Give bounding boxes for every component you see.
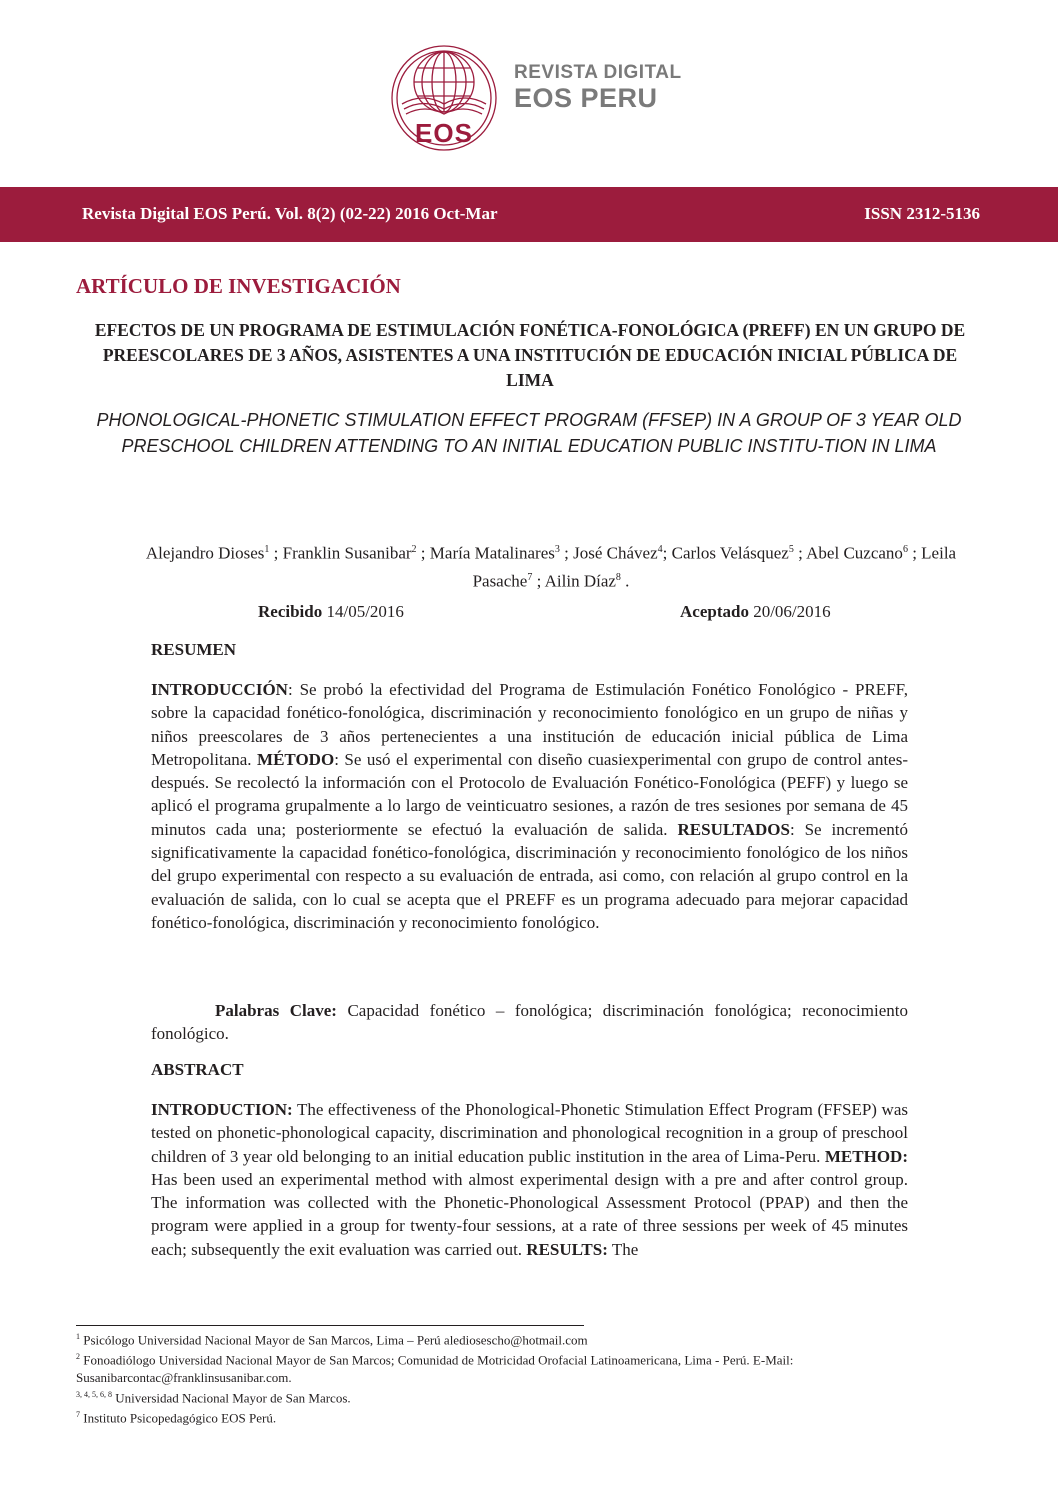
author-name: José Chávez [573,543,658,563]
title-english: PHONOLOGICAL-PHONETIC STIMULATION EFFECT PROGRAM (FFSEP) IN A GROUP OF 3 YEAR OLD PRESCHOOL CHILDREN ATTENDING TO AN INITIAL EDUCATION PUBLIC INSTITU-TION IN LIMA [96,410,962,456]
received-label: Recibido [258,602,323,621]
author-affiliation-mark: 3 [554,544,560,555]
results-text: : Se incrementó significativamente la capacidad fonético-fonológica, discriminación y reconocimiento fonológico de los niños del grupo experimental con respecto a su evaluación de entrada, asi como, con relación al grupo control en la evaluación de salida, con lo cual se acepta que el PREFF es un programa adecuado para mejorar capacidad fonético-fonológica, discriminación y reconocimiento fonológico. [151,819,908,932]
author-name: Franklin Susanibar [282,543,412,563]
abstract-method-text: Has been used an experimental method with almost experimental design with a pre and after control group. The information was collected with the Phonetic-Phonological Assessment Protocol (PPAP) and then the program were applied in a group for twenty-four sessions, at a rate of three sessions per week of 45 minutes each; subsequently the exit evaluation was carried out. [151,1169,908,1259]
abstract-intro-label: INTRODUCTION: [151,1100,293,1119]
accepted-date [680,602,831,622]
article-type-label: ARTÍCULO DE INVESTIGACIÓN [76,274,401,298]
author-name: Alejandro Dioses [145,543,265,563]
abstract-method-label: METHOD: [824,1146,908,1166]
footnote-item [76,1348,982,1385]
footnote-separator [76,1325,584,1326]
footnote-mark: 3, 4, 5, 6, 8 [76,1389,112,1399]
footnote-item [76,1406,982,1426]
author-affiliation-mark: 1 [264,544,270,555]
abstract-heading: ABSTRACT [151,1060,244,1079]
abstract-paragraph [151,1098,908,1261]
author-affiliation-mark: 8 [615,571,621,583]
abstract-intro-text: The effectiveness of the Phonological-Phonetic Stimulation Effect Program (FFSEP) was tested on phonetic-phonological capacity, discrimination and phonological recognition in a group of preschool children of 3 year old belonging to an initial education public institution in the area of Lima-Peru. [151,1100,908,1166]
keywords-text: Capacidad fonético – fonológica; discriminación fonológica; reconocimiento fonológico. [151,1001,908,1044]
resumen-heading: RESUMEN [151,640,237,659]
abstract-results-label: RESULTS: [526,1239,608,1259]
footnote-text: Psicólogo Universidad Nacional Mayor de San Marcos, Lima – Perú alediosescho@hotmail.com [80,1332,588,1348]
intro-text: : Se probó la efectividad del Programa de Estimulación Fonético Fonológico - PREFF, sobre la capacidad fonético-fonológica, discriminación y reconocimiento fonológico en un grupo de niñas y niños preescolares de 3 años pertenecientes a una institución de educación inicial pública de Lima Metropolitana. [151,680,908,769]
logo-line-1: REVISTA DIGITAL [514,62,682,83]
received-date [258,602,404,622]
footnote-mark: 7 [76,1409,80,1419]
logo-line-2: EOS PERU [514,83,658,113]
accepted-label: Aceptado [680,602,749,621]
author-affiliation-mark: 2 [411,544,417,555]
journal-citation: Revista Digital EOS Perú. Vol. 8(2) (02-22) 2016 Oct-Mar [82,204,498,223]
author-affiliation-mark: 6 [902,544,908,555]
journal-logo-emblem [388,42,500,154]
author-name: Ailin Díaz [544,571,616,591]
author-affiliation-mark: 7 [527,571,533,583]
logo-emblem-text: EOS [415,118,473,148]
footnote-text: Universidad Nacional Mayor de San Marcos. [112,1389,351,1405]
method-text: : Se usó el experimental con diseño cuasiexperimental con grupo de control antes-después. Se recolectó la información con el Protocolo de Evaluación Fonético-Fonológica (PEFF) y luego se aplicó el programa grupalmente a lo largo de veinticuatro sesiones, a razón de tres sesiones por semana de 45 minutos cada una; posteriormente se efectuó la evaluación de salida. [151,749,908,839]
intro-label: INTRODUCCIÓN [151,680,288,699]
keywords-label: Palabras Clave: [215,1001,337,1020]
footnote-text: Fonoadiólogo Universidad Nacional Mayor de San Marcos; Comunidad de Motricidad Orofacial Latinoamericana, Lima - Perú. E-Mail: Susanibarcontac@franklinsusanibar.com. [76,1352,794,1385]
footnotes [76,1328,982,1426]
footnote-item [76,1386,982,1406]
footnote-mark: 1 [76,1332,80,1341]
footnote-mark: 2 [76,1352,80,1362]
globe-book-icon [388,42,500,154]
keywords-paragraph [151,999,908,1046]
resumen-paragraph [151,678,908,934]
method-label: MÉTODO [257,749,335,769]
journal-header-band [0,187,1058,242]
footnote-item [76,1328,982,1348]
accepted-value: 20/06/2016 [753,602,831,621]
title-spanish: EFECTOS DE UN PROGRAMA DE ESTIMULACIÓN FONÉTICA-FONOLÓGICA (PREFF) EN UN GRUPO DE PREESCOLARES DE 3 AÑOS, ASISTENTES A UNA INSTITUCIÓN DE EDUCACIÓN INICIAL PÚBLICA DE LIMA [94,320,966,390]
author-name: Leila Pasache [472,543,957,591]
author-name: Abel Cuzcano [806,543,903,563]
received-value: 14/05/2016 [326,602,404,621]
author-affiliation-mark: 4 [657,544,663,555]
author-name: Carlos Velásquez [671,543,789,563]
footnote-text: Instituto Psicopedagógico EOS Perú. [80,1410,277,1426]
author-affiliation-mark: 5 [788,544,794,555]
journal-logo-text [514,63,682,112]
author-list: Alejandro Dioses$^1$ ; Franklin Susanibar$^2$ ; María Matalinares$^3$ ; José Chávez$^4$; Carlos Velásquez$^5$ ; Abel Cuzcano$^6$ ; Leila Pasache$^7$ ; Ailin Díaz$^8$ . [145,543,957,591]
issn: ISSN 2312-5136 [864,204,980,223]
abstract-results-text: The [607,1239,639,1259]
results-label: RESULTADOS [677,819,790,839]
author-name: María Matalinares [429,543,555,563]
